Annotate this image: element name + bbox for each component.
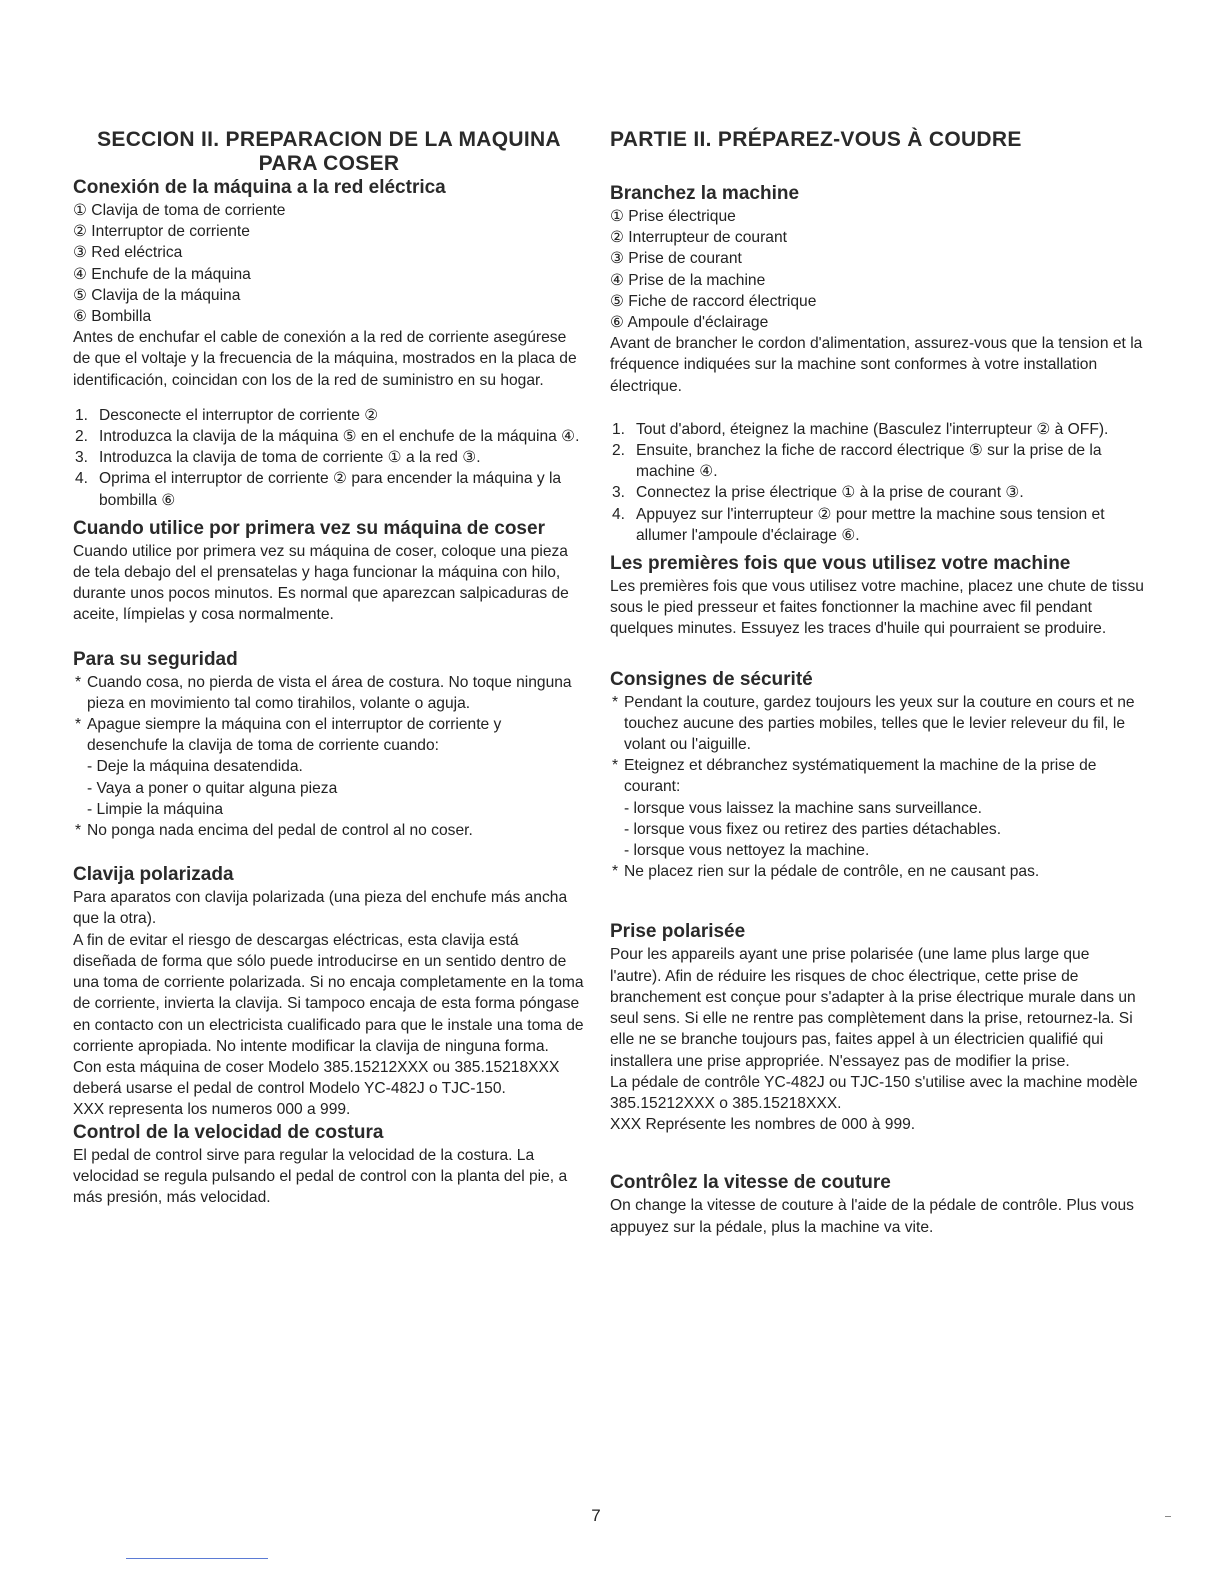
es-seguridad-heading: Para su seguridad xyxy=(73,648,238,670)
list-item: 2. Ensuite, branchez la fiche de raccord électrique ⑤ sur la prise de la machine ④. xyxy=(612,442,1102,481)
list-item: ④ Prise de la machine xyxy=(610,271,766,289)
es-clavija-heading: Clavija polarizada xyxy=(73,864,234,886)
list-item: - Vaya a poner o quitar alguna pieza xyxy=(87,779,338,797)
list-item: - Deje la máquina desatendida. xyxy=(87,758,303,776)
list-item: ② Interrupteur de courant xyxy=(610,229,787,247)
list-item: ⑤ Fiche de raccord électrique xyxy=(610,292,817,310)
fr-prise-p1: Pour les appareils ayant une prise polarisée (une lame plus large que l'autre). Afin de réduire les risques de choc électrique, cette prise de branchement est conçue pour s'adapter à la prise électrique murale dans un seul sens. Si elle ne rentre pas complètement dans la prise, retournez-la. Si elle ne se branche toujours pas, faites appel à un électricien qualifié qui installera une prise appropriée. N'essayez pas de modifier la prise. xyxy=(610,946,1136,1070)
list-item: ③ Red eléctrica xyxy=(73,244,183,262)
es-clavija-p2: A fin de evitar el riesgo de descargas eléctricas, esta clavija está diseñada de forma que sólo puede introducirse en un sentido dentro de una toma de corriente polarizada. Si no encaja completamente en la toma de corriente, invierta la clavija. Si tampoco encaja de esta forma póngase en contacto con un electricista cualificado para que le instale una toma de corriente apropiada. No intente modificar la clavija de ninguna forma. xyxy=(73,931,584,1055)
list-item: * Pendant la couture, gardez toujours les yeux sur la couture en cours et ne touchez aucune des parties mobiles, telles que le levier releveur du fil, le volant ou l'aiguille. xyxy=(612,693,1135,754)
es-primera-heading: Cuando utilice por primera vez su máquina de coser xyxy=(73,517,545,539)
es-steps-list xyxy=(73,405,585,511)
es-conexion-intro: Antes de enchufar el cable de conexión a la red de corriente asegúrese de que el voltaje y la frecuencia de la máquina, mostrados en la placa de identificación, coincidan con los de la red de suministro en su hogar. xyxy=(73,329,577,389)
list-item: ② Interruptor de corriente xyxy=(73,223,250,241)
es-velocidad-text: El pedal de control sirve para regular la velocidad de la costura. La velocidad se regula pulsando el pedal de control con la planta del pie, a más presión, más velocidad. xyxy=(73,1146,568,1206)
list-item: ⑥ Bombilla xyxy=(73,308,152,326)
list-item: ① Prise électrique xyxy=(610,208,736,225)
spanish-column xyxy=(73,128,585,1208)
fr-premieres-text: Les premières fois que vous utilisez votre machine, placez une chute de tissu sous le pied presseur et faites fonctionner la machine avec fil pendant quelques minutes. Essuyez les traces d'huile qui pourraient se produire. xyxy=(610,578,1144,638)
french-column xyxy=(610,128,1145,1238)
fr-branchez-heading: Branchez la machine xyxy=(610,183,800,204)
list-item: ⑥ Ampoule d'éclairage xyxy=(610,314,769,332)
es-section-title: SECCION II. PREPARACION DE LA MAQUINA PARA COSER xyxy=(97,128,561,175)
es-parts-list xyxy=(73,200,585,327)
es-clavija-p3: Con esta máquina de coser Modelo 385.15212XXX ou 385.15218XXX deberá usarse el pedal de control Modelo YC-482J o TJC-150. xyxy=(73,1058,560,1098)
es-velocidad-heading: Control de la velocidad de costura xyxy=(73,1121,384,1143)
list-item: 4. Oprima el interruptor de corriente ② para encender la máquina y la bombilla ⑥ xyxy=(75,470,562,509)
list-item: - lorsque vous laissez la machine sans surveillance. xyxy=(624,799,982,817)
list-item: 2. Introduzca la clavija de la máquina ⑤ en el enchufe de la máquina ④. xyxy=(75,428,580,446)
es-clavija-p4: XXX representa los numeros 000 a 999. xyxy=(73,1101,351,1119)
es-conexion-heading: Conexión de la máquina a la red eléctrica xyxy=(73,177,446,198)
list-item: * No ponga nada encima del pedal de control al no coser. xyxy=(75,822,473,840)
list-item: * Ne placez rien sur la pédale de contrôle, en ne causant pas. xyxy=(612,863,1040,881)
list-item: 1. Desconecte el interruptor de corriente ② xyxy=(75,406,379,424)
fr-sub-list xyxy=(624,798,1145,862)
list-item: 3. Introduzca la clavija de toma de corriente ① a la red ③. xyxy=(75,449,481,467)
list-item: ③ Prise de courant xyxy=(610,250,742,268)
fr-section-title: PARTIE II. PRÉPAREZ-VOUS À COUDRE xyxy=(610,128,1022,151)
fr-vitesse-heading: Contrôlez la vitesse de couture xyxy=(610,1172,891,1194)
list-item: ④ Enchufe de la máquina xyxy=(73,265,251,283)
fr-steps-list xyxy=(610,419,1145,546)
list-item: - Limpie la máquina xyxy=(87,800,224,818)
list-item: * Cuando cosa, no pierda de vista el área de costura. No toque ninguna pieza en movimiento tal como tirahilos, volante o aguja. xyxy=(75,673,572,712)
list-item: * Eteignez et débranchez systématiquement la machine de la prise de courant: - lorsque vous laissez la machine sans surveillance. - lorsque vous fixez ou retirez des parties détachables. - lorsque vous nettoyez la machine. xyxy=(610,755,1145,861)
list-item: 1. Tout d'abord, éteignez la machine (Basculez l'interrupteur ② à OFF). xyxy=(612,420,1109,438)
list-item: - lorsque vous nettoyez la machine. xyxy=(624,842,870,860)
fr-prise-heading: Prise polarisée xyxy=(610,921,746,943)
fr-parts-list xyxy=(610,206,1145,333)
list-item: * Apague siempre la máquina con el interruptor de corriente y desenchufe la clavija de toma de corriente cuando: - Deje la máquina desatendida. - Vaya a poner o quitar alguna pieza - Limpie la máquina xyxy=(73,714,585,820)
fr-vitesse-text: On change la vitesse de couture à l'aide de la pédale de contrôle. Plus vous appuyez sur la pédale, plus la machine va vite. xyxy=(610,1197,1134,1236)
es-clavija-p1: Para aparatos con clavija polarizada (una pieza del enchufe más ancha que la otra). xyxy=(73,889,568,928)
list-item: ⑤ Clavija de la máquina xyxy=(73,286,241,304)
footer-rule xyxy=(126,1558,268,1559)
corner-mark xyxy=(1165,1516,1171,1517)
fr-prise-p3: XXX Représente les nombres de 000 à 999. xyxy=(610,1116,916,1134)
es-sub-list xyxy=(87,756,585,820)
fr-prise-p2: La pédale de contrôle YC-482J ou TJC-150 s'utilise avec la machine modèle 385.15212XXX o 385.15218XXX. xyxy=(610,1073,1138,1112)
es-primera-text: Cuando utilice por primera vez su máquina de coser, coloque una pieza de tela debajo del el prensatelas y haga funcionar la máquina con hilo, durante unos pocos minutos. Es normal que aparezcan salpicaduras de aceite, límpielas y cosa normalmente. xyxy=(73,542,569,624)
list-item: 3. Connectez la prise électrique ① à la prise de courant ③. xyxy=(612,484,1024,502)
es-seguridad-list xyxy=(73,672,585,842)
fr-branchez-intro: Avant de brancher le cordon d'alimentation, assurez-vous que la tension et la fréquence indiquées sur la machine sont conformes à votre installation électrique. xyxy=(610,335,1143,395)
fr-securite-list xyxy=(610,692,1145,883)
list-item: - lorsque vous fixez ou retirez des parties détachables. xyxy=(624,820,1002,838)
list-item: 4. Appuyez sur l'interrupteur ② pour mettre la machine sous tension et allumer l'ampoule d'éclairage ⑥. xyxy=(612,505,1105,544)
page-number: 7 xyxy=(591,1506,601,1525)
fr-securite-heading: Consignes de sécurité xyxy=(610,668,813,690)
list-item: ① Clavija de toma de corriente xyxy=(73,202,286,219)
fr-premieres-heading: Les premières fois que vous utilisez votre machine xyxy=(610,553,1071,575)
